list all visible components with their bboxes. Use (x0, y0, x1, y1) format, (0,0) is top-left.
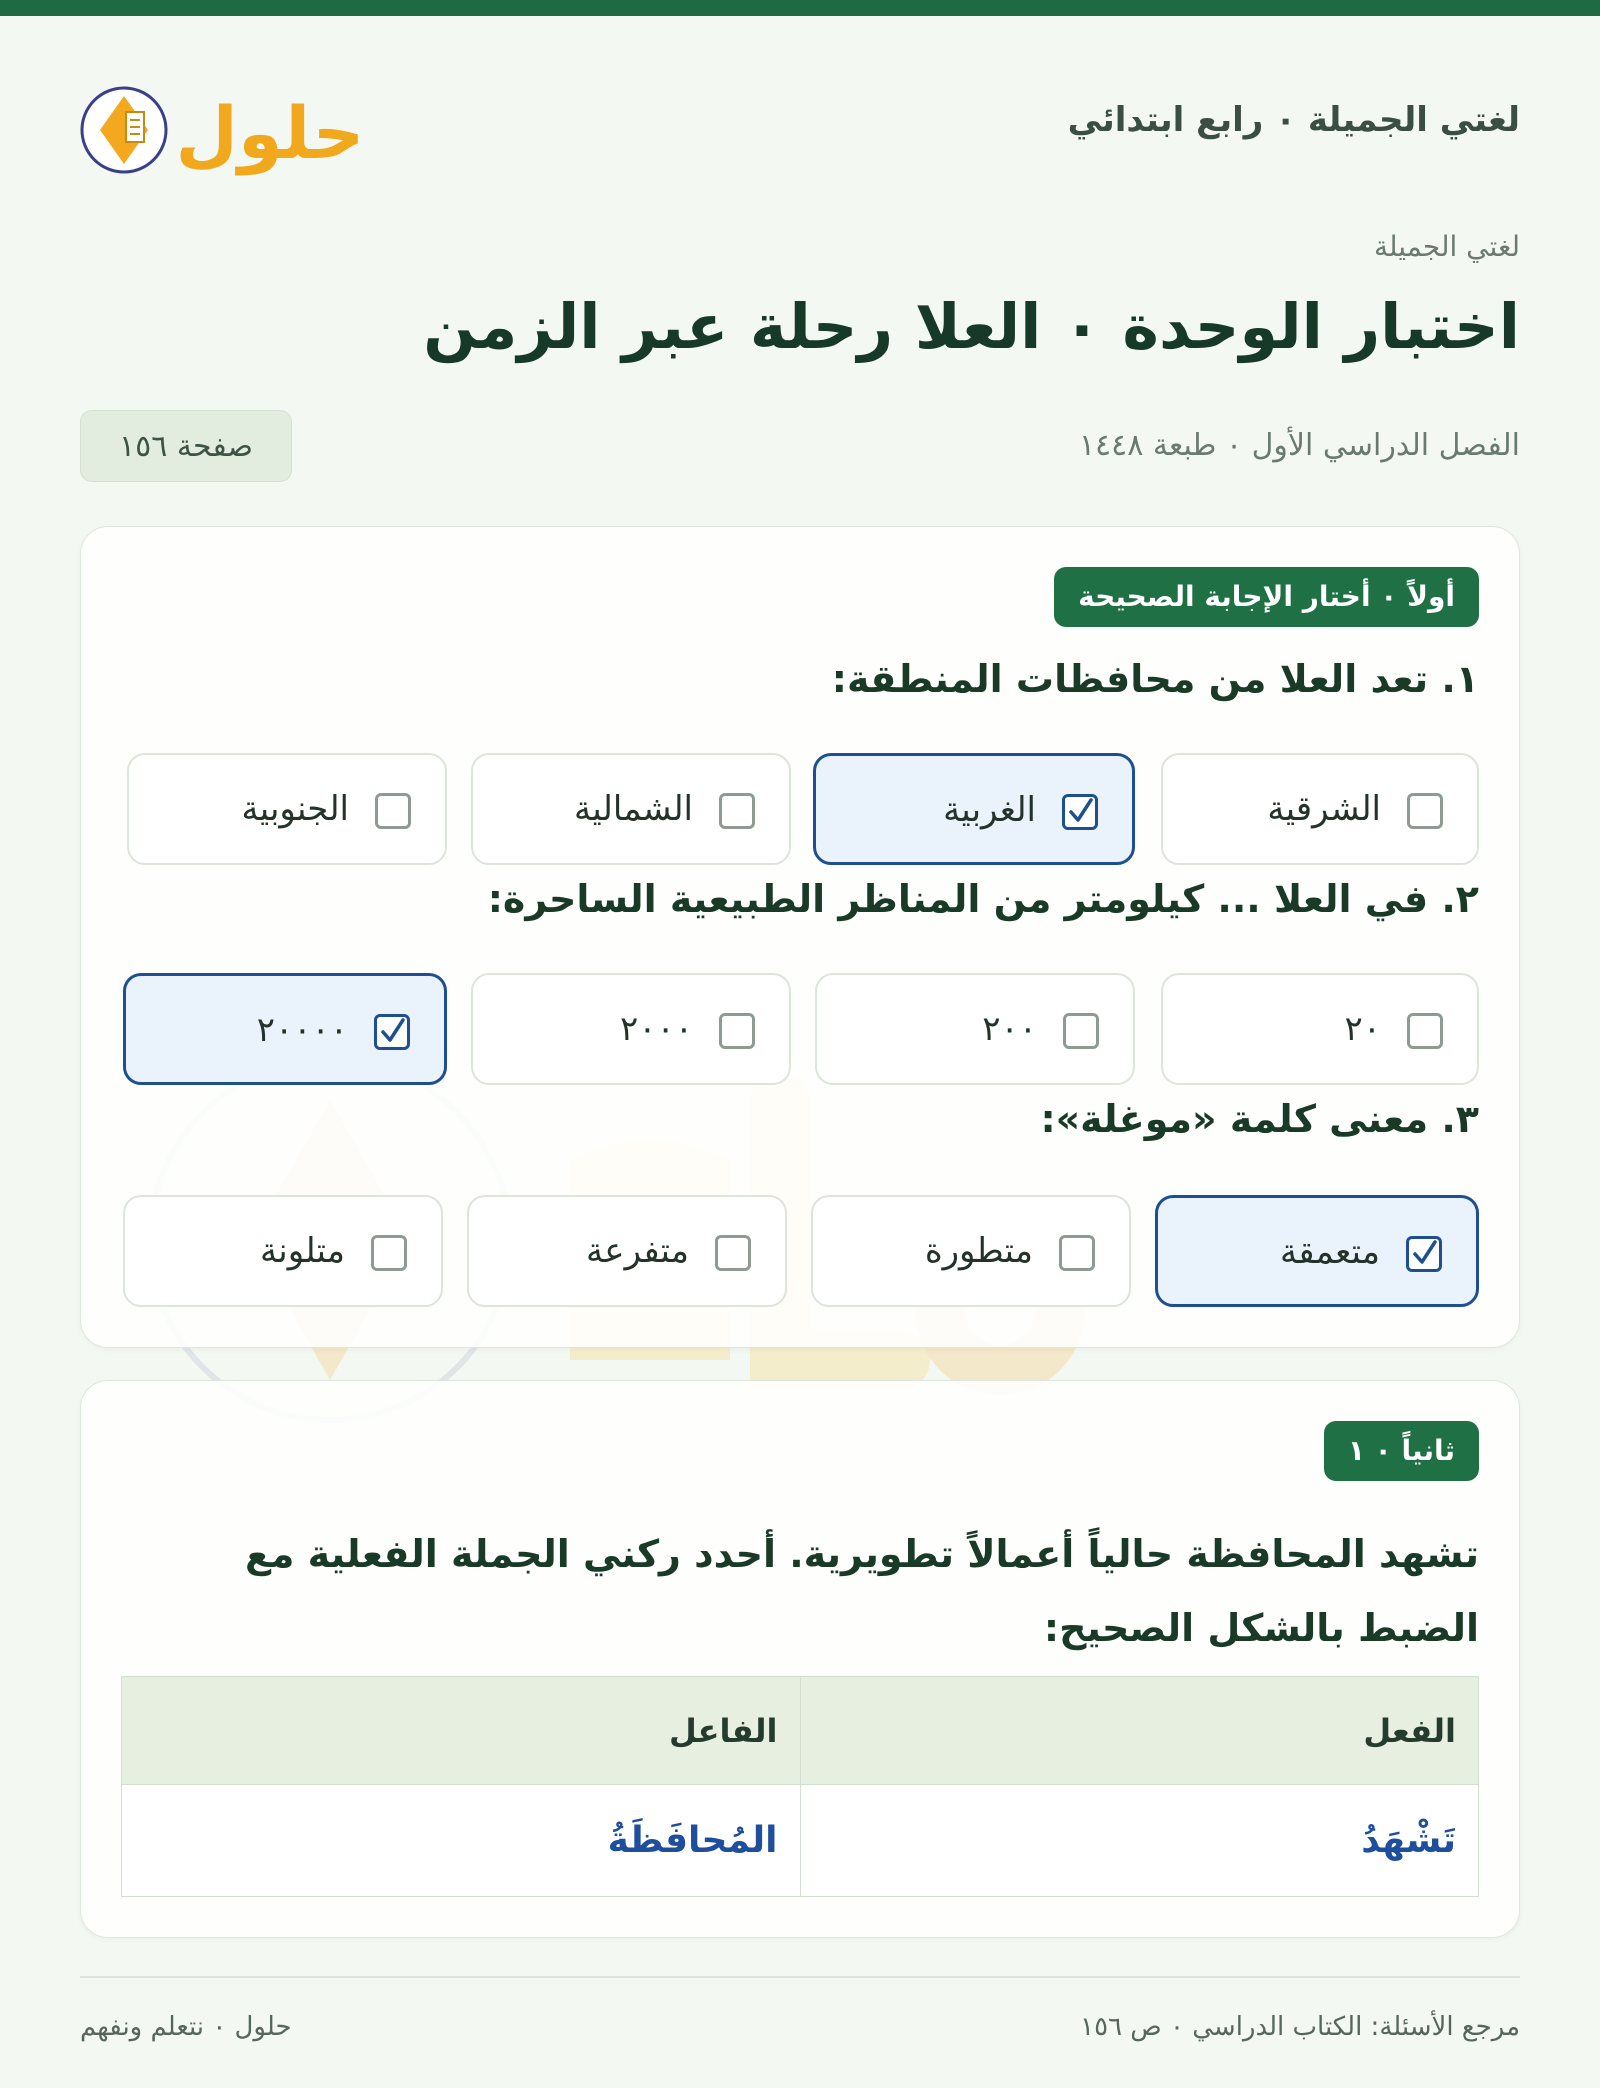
top-accent-bar (0, 0, 1600, 16)
checkbox-icon[interactable] (1407, 793, 1443, 829)
hulul-logo-icon (80, 60, 370, 190)
subject-grade-title: لغتي الجميلة ٠ رابع ابتدائي (1067, 100, 1520, 140)
option-label: متفرعة (586, 1231, 689, 1271)
option-label: متعمقة (1280, 1232, 1380, 1272)
checkbox-icon[interactable] (719, 793, 755, 829)
option-label: الشرقية (1267, 789, 1381, 829)
logo-text: حلول (175, 91, 365, 175)
q1-option-2[interactable] (813, 753, 1135, 865)
multiple-choice-card (80, 526, 1520, 1348)
footer-reference: مرجع الأسئلة: الكتاب الدراسي ٠ ص ١٥٦ (1080, 2012, 1520, 2042)
option-label: الشمالية (574, 789, 693, 829)
q2-option-2[interactable] (815, 973, 1135, 1085)
table-row (122, 1785, 1479, 1897)
option-label: ٢٠٠٠ (619, 1009, 693, 1049)
verb-header: الفعل (800, 1677, 1479, 1785)
page-title: اختبار الوحدة ٠ العلا رحلة عبر الزمن (423, 290, 1520, 363)
option-label: ٢٠٠ (982, 1009, 1037, 1049)
checkbox-checked-icon[interactable] (1062, 794, 1098, 830)
subject-answer: المُحافَظَةُ (122, 1785, 801, 1897)
checkbox-icon[interactable] (375, 793, 411, 829)
question-3-text: ٣. معنى كلمة «موغلة»: (1040, 1097, 1479, 1141)
subject-header: الفاعل (122, 1677, 801, 1785)
q3-option-4[interactable] (123, 1195, 443, 1307)
q3-option-1[interactable] (1155, 1195, 1479, 1307)
section-two-heading: ثانياً ٠ ١ (1324, 1421, 1479, 1481)
footer-brand: حلول ٠ نتعلم ونفهم (80, 2012, 292, 2042)
footer-divider (80, 1976, 1520, 1978)
question-2-text: ٢. في العلا ... كيلومتر من المناظر الطبيعية الساحرة: (487, 877, 1479, 921)
meta-row (80, 410, 1520, 482)
checkbox-checked-icon[interactable] (374, 1014, 410, 1050)
question-1-text: ١. تعد العلا من محافظات المنطقة: (831, 657, 1479, 701)
option-label: متطورة (924, 1231, 1033, 1271)
q2-option-3[interactable] (471, 973, 791, 1085)
task-text: تشهد المحافظة حالياً أعمالاً تطويرية. أحدد ركني الجملة الفعلية مع الضبط بالشكل الصحيح: (244, 1532, 1479, 1650)
option-label: الغربية (943, 790, 1036, 830)
page-header (80, 60, 1520, 190)
checkbox-icon[interactable] (719, 1013, 755, 1049)
table-header-row (122, 1677, 1479, 1785)
q1-option-1[interactable] (1161, 753, 1479, 865)
option-label: الجنوبية (241, 789, 349, 829)
sentence-analysis-card (80, 1380, 1520, 1938)
q2-option-1[interactable] (1161, 973, 1479, 1085)
checkbox-icon[interactable] (371, 1235, 407, 1271)
page-number-badge: صفحة ١٥٦ (80, 410, 292, 482)
verb-answer: تَشْهَدُ (800, 1785, 1479, 1897)
q3-option-3[interactable] (467, 1195, 787, 1307)
answer-table (121, 1676, 1479, 1897)
q3-option-2[interactable] (811, 1195, 1131, 1307)
option-label: ٢٠ (1344, 1009, 1381, 1049)
checkbox-icon[interactable] (1059, 1235, 1095, 1271)
option-label: متلونة (260, 1231, 345, 1271)
checkbox-checked-icon[interactable] (1406, 1236, 1442, 1272)
option-label: ٢٠٠٠٠ (256, 1010, 348, 1050)
semester-edition: الفصل الدراسي الأول ٠ طبعة ١٤٤٨ (1078, 428, 1520, 463)
q1-option-3[interactable] (471, 753, 791, 865)
checkbox-icon[interactable] (1407, 1013, 1443, 1049)
subject-kicker: لغتي الجميلة (1373, 230, 1520, 263)
checkbox-icon[interactable] (1063, 1013, 1099, 1049)
q2-option-4[interactable] (123, 973, 447, 1085)
checkbox-icon[interactable] (715, 1235, 751, 1271)
q1-option-4[interactable] (127, 753, 447, 865)
section-one-heading: أولاً ٠ أختار الإجابة الصحيحة (1054, 567, 1479, 627)
